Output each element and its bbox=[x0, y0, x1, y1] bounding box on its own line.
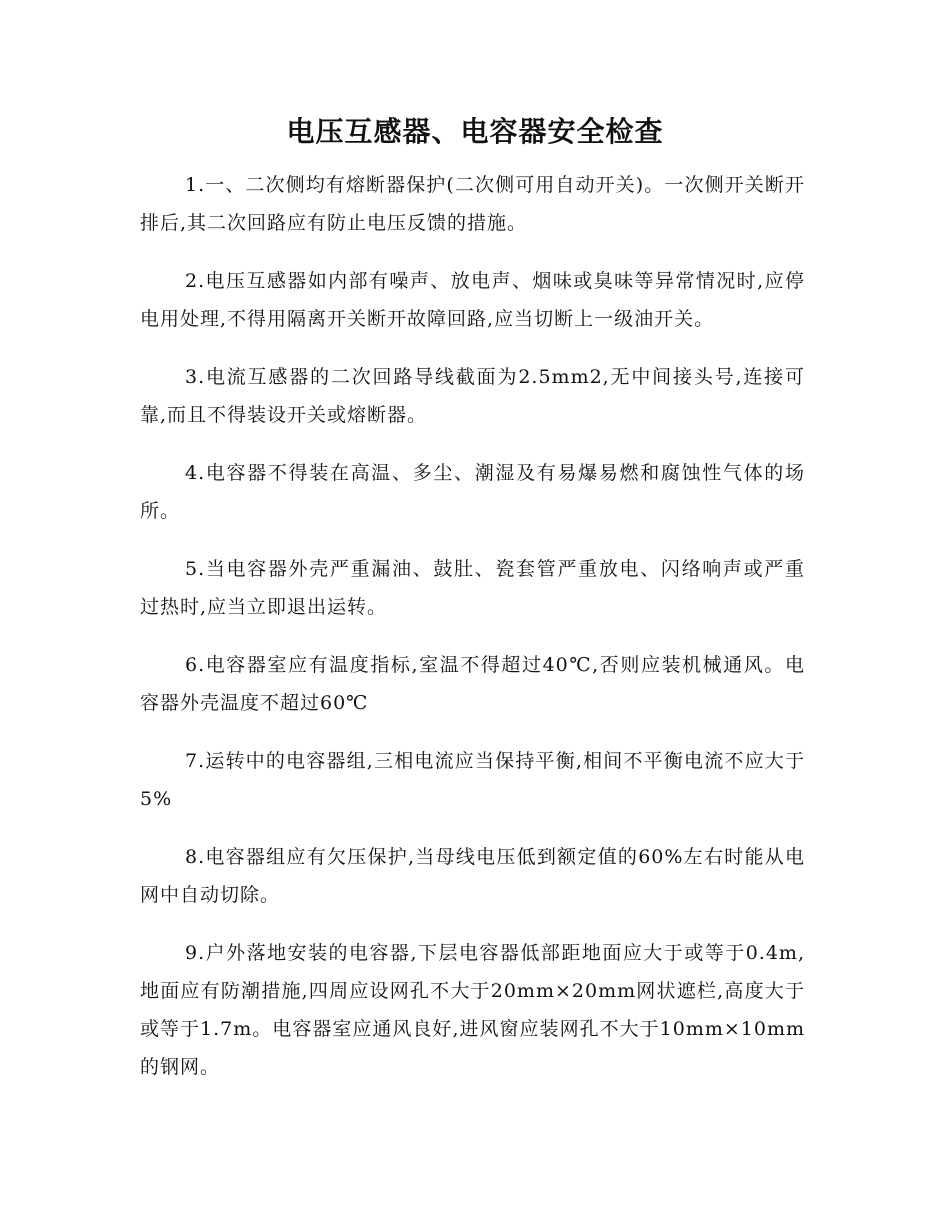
paragraph-1: 1.一、二次侧均有熔断器保护(二次侧可用自动开关)。一次侧开关断开排后,其二次回路应有防止电压反馈的措施。 bbox=[140, 174, 805, 234]
paragraph-3: 3.电流互感器的二次回路导线截面为2.5mm2,无中间接头号,连接可靠,而且不得装设开关或熔断器。 bbox=[140, 366, 805, 426]
document-body bbox=[140, 166, 805, 1106]
paragraph-4: 4.电容器不得装在高温、多尘、潮湿及有易爆易燃和腐蚀性气体的场所。 bbox=[140, 462, 805, 522]
paragraph-9: 9.户外落地安装的电容器,下层电容器低部距地面应大于或等于0.4m,地面应有防潮措施,四周应设网孔不大于20mm×20mm网状遮栏,高度大于或等于1.7m。电容器室应通风良好,进风窗应装网孔不大于10mm×10mm的钢网。 bbox=[140, 942, 805, 1078]
paragraph-6: 6.电容器室应有温度指标,室温不得超过40℃,否则应装机械通风。电容器外壳温度不超过60℃ bbox=[140, 654, 805, 714]
paragraph-5: 5.当电容器外壳严重漏油、鼓肚、瓷套管严重放电、闪络响声或严重过热时,应当立即退出运转。 bbox=[140, 558, 805, 618]
document-title: 电压互感器、电容器安全检查 bbox=[286, 115, 664, 148]
paragraph-7: 7.运转中的电容器组,三相电流应当保持平衡,相间不平衡电流不应大于5% bbox=[140, 750, 805, 810]
paragraph-2: 2.电压互感器如内部有噪声、放电声、烟味或臭味等异常情况时,应停电用处理,不得用隔离开关断开故障回路,应当切断上一级油开关。 bbox=[140, 270, 805, 330]
paragraph-8: 8.电容器组应有欠压保护,当母线电压低到额定值的60%左右时能从电网中自动切除。 bbox=[140, 846, 805, 906]
